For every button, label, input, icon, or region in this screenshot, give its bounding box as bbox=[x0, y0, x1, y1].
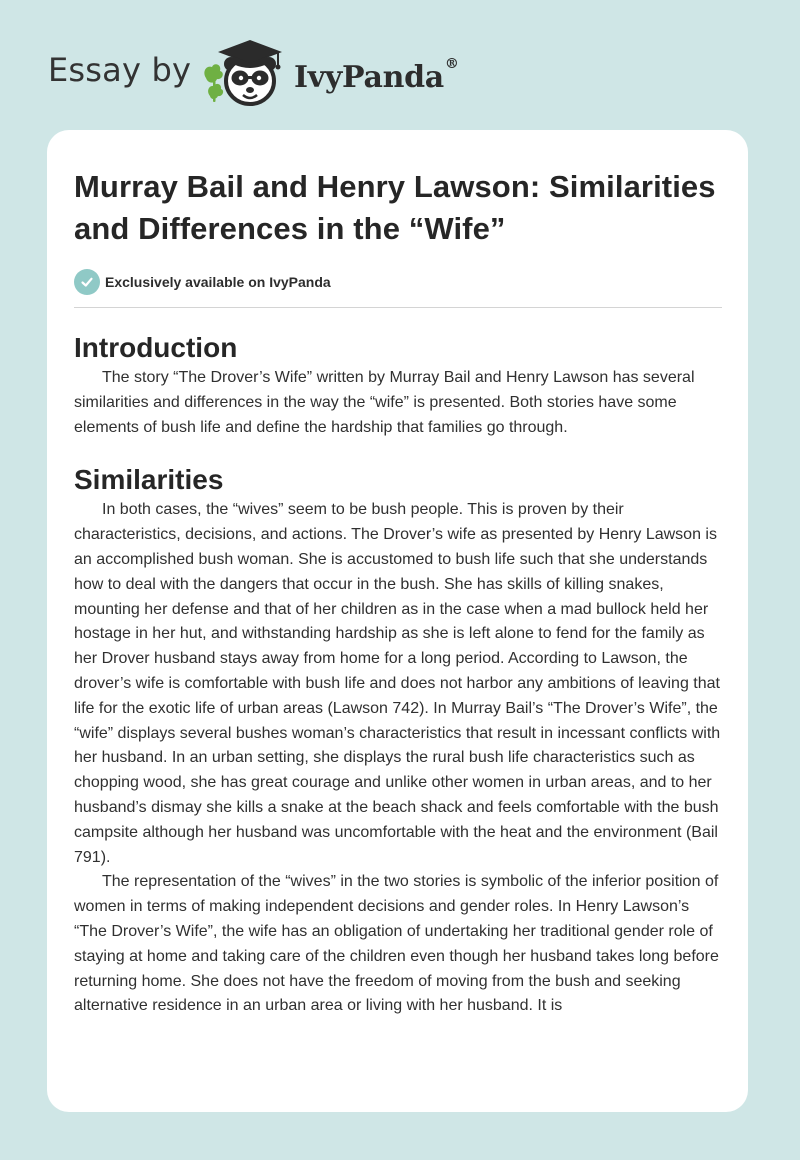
paragraph: In both cases, the “wives” seem to be bush people. This is proven by their characteristics, decisions, and actions. The Drover’s wife as presented by Henry Lawson is an accomplished bush woman. She is accustomed to bush life such that she understands how to deal with the dangers that occur in the bush. She has skills of killing snakes, mounting her defense and that of her children as in the case when a mad bullock held her hostage in her hut, and withstanding hardship as she is left alone to fend for the family as her Drover husband stays away from home for a long period. According to Lawson, the drover’s wife is comfortable with bush life and does not harbor any ambitions of leaving that life for the exotic life of urban areas (Lawson 742). In Murray Bail’s “The Drover’s Wife”, the “wife” displays several bushes woman’s characteristics that result in incessant conflicts with her husband. In an urban setting, she displays the rural bush life characteristics such as chopping wood, she has great courage and unlike other women in urban areas, and to her husband’s dismay she kills a snake at the beach shack and feels comfortable with the bush campsite although her husband was uncomfortable with the heat and the environment (Bail 791). bbox=[74, 501, 721, 866]
registered-mark: ® bbox=[444, 56, 459, 72]
exclusive-badge bbox=[74, 268, 722, 296]
brand-name bbox=[294, 52, 459, 98]
section-heading-similarities: Similarities bbox=[74, 464, 224, 496]
essay-title: Murray Bail and Henry Lawson: Similarities and Differences in the “Wife” bbox=[74, 169, 716, 246]
title-divider bbox=[74, 307, 722, 308]
essay-card bbox=[47, 130, 748, 1112]
checkmark-icon bbox=[74, 269, 100, 295]
essay-content bbox=[74, 166, 722, 1019]
brand-text: IvyPanda bbox=[294, 60, 444, 95]
paragraph: The representation of the “wives” in the two stories is symbolic of the inferior position of women in terms of making independent decisions and gender roles. In Henry Lawson’s “The Drover’s Wife”, the wife has an obligation of undertaking her traditional gender role of staying at home and taking care of the children even though her husband takes long before returning home. She does not have the freedom of moving from the bush and seeking alternative residence in an urban area or living with her husband. It is bbox=[74, 873, 719, 1015]
panda-graduate-icon bbox=[200, 34, 292, 110]
section-heading-introduction: Introduction bbox=[74, 332, 238, 363]
exclusive-label: Exclusively available on IvyPanda bbox=[105, 274, 331, 290]
paragraph: The story “The Drover’s Wife” written by Murray Bail and Henry Lawson has several similarities and differences in the way the “wife” is presented. Both stories have some elements of bush life and define the hardship that families go through. bbox=[74, 369, 695, 436]
essay-by-label: Essay by bbox=[48, 51, 192, 89]
site-header bbox=[0, 0, 800, 120]
